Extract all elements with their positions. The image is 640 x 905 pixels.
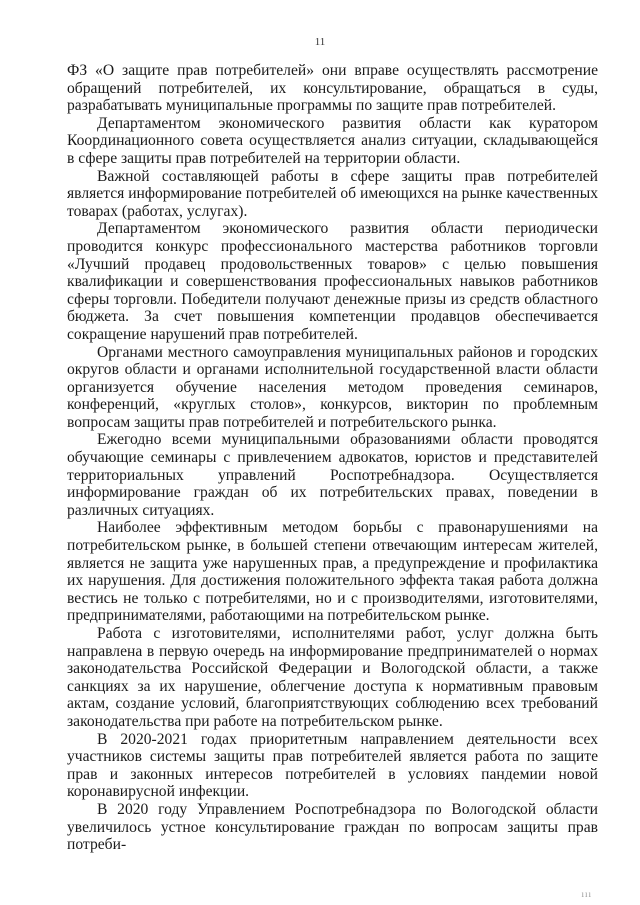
paragraph-10: В 2020 году Управлением Роспотребнадзора по Вологодской области увеличилось устное консультирование граждан по вопросам защиты прав потреби- [67, 800, 598, 854]
paragraph-9: В 2020-2021 годах приоритетным направлением деятельности всех участников системы защиты прав потребителей является работа по защите прав и законных интересов потребителей в условиях пандемии новой коронавирусной инфекции. [67, 730, 598, 801]
paragraph-3: Важной составляющей работы в сфере защиты прав потребителей является информирование потребителей об имеющихся на рынке качественных товарах (работах, услугах). [67, 167, 598, 220]
document-body [67, 62, 598, 854]
paragraph-6: Ежегодно всеми муниципальными образованиями области проводятся обучающие семинары с привлечением адвокатов, юристов и представителей территориальных управлений Роспотребнадзора. Осуществляется информирование граждан об их потребительских правах, поведении в различных ситуациях. [67, 431, 598, 519]
paragraph-7: Наиболее эффективным методом борьбы с правонарушениями на потребительском рынке, в большей степени отвечающим интересам жителей, является не защита уже нарушенных прав, а предупреждение и профилактика их нарушения. Для достижения положительного эффекта такая работа должна вестись не только с потребителями, но и с производителями, изготовителями, предпринимателями, работающими на потребительском рынке. [67, 519, 598, 625]
paragraph-8: Работа с изготовителями, исполнителями работ, услуг должна быть направлена в первую очередь на информирование предпринимателей о нормах законодательства Российской Федерации и Вологодской области, а также санкциях за их нарушение, облегчение доступа к нормативным правовым актам, создание условий, благоприятствующих соблюдению всех требований законодательства при работе на потребительском рынке. [67, 625, 598, 730]
footer-mark: ııı [581, 889, 592, 899]
paragraph-2: Департаментом экономического развития области как куратором Координационного совета осуществляется анализ ситуации, складывающейся в сфере защиты прав потребителей на территории области. [67, 114, 598, 167]
paragraph-1: ФЗ «О защите прав потребителей» они вправе осуществлять рассмотрение обращений потребителей, их консультирование, обращаться в суды, разрабатывать муниципальные программы по защите прав потребителей. [67, 62, 598, 115]
paragraph-5: Органами местного самоуправления муниципальных районов и городских округов области и органами исполнительной государственной власти области организуется обучение населения методом проведения семинаров, конференций, «круглых столов», конкурсов, викторин по проблемным вопросам защиты прав потребителей и потребительского рынка. [67, 343, 598, 431]
paragraph-4: Департаментом экономического развития области периодически проводится конкурс профессионального мастерства работников торговли «Лучший продавец продовольственных товаров» с целью повышения квалификации и совершенствования профессиональных навыков работников сферы торговли. Победители получают денежные призы из средств областного бюджета. За счет повышения компетенции продавцов обеспечивается сокращение нарушений прав потребителей. [67, 220, 598, 343]
page-number: 11 [314, 36, 326, 48]
